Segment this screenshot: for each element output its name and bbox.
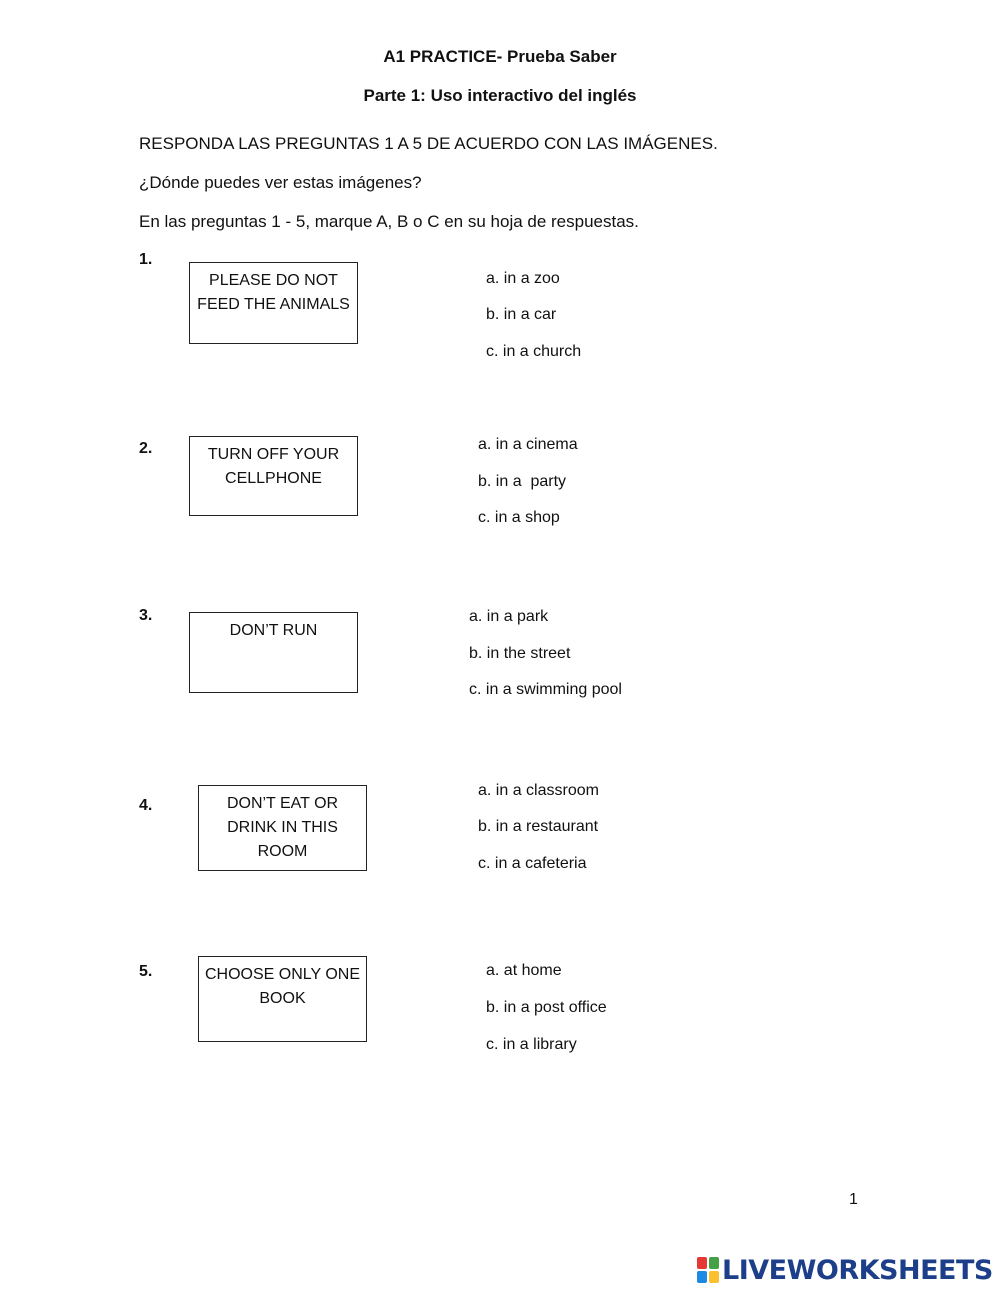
instruction-line: RESPONDA LAS PREGUNTAS 1 A 5 DE ACUERDO CON LAS IMÁGENES. <box>139 134 718 153</box>
sign-box <box>189 612 358 693</box>
sign-text-line: PLEASE DO NOT <box>209 272 338 289</box>
answer-option[interactable]: a. at home <box>486 962 562 979</box>
page-title: A1 PRACTICE- Prueba Saber <box>383 47 617 66</box>
page-number: 1 <box>849 1191 858 1208</box>
liveworksheets-logo-icon <box>697 1257 719 1283</box>
answer-option[interactable]: c. in a swimming pool <box>469 681 622 698</box>
sign-text-line: CELLPHONE <box>225 470 322 487</box>
answer-option[interactable]: a. in a classroom <box>478 782 599 799</box>
answer-option[interactable]: b. in a post office <box>486 999 607 1016</box>
question-number: 1. <box>139 251 153 268</box>
answer-option[interactable]: a. in a zoo <box>486 270 560 287</box>
sign-text-line: DON’T EAT OR <box>226 795 339 812</box>
sign-text-line: DON’T RUN <box>229 622 318 639</box>
answer-option[interactable]: b. in the street <box>469 645 571 662</box>
sign-text-line: DRINK IN THIS <box>227 819 338 836</box>
sign-box <box>198 785 367 871</box>
question-number: 4. <box>139 797 153 814</box>
answer-option[interactable]: b. in a restaurant <box>478 818 599 835</box>
answer-option[interactable]: c. in a library <box>486 1036 577 1053</box>
answer-option[interactable]: b. in a car <box>486 306 557 323</box>
logo-text: LIVEWORKSHEETS <box>722 1254 993 1286</box>
question-number: 3. <box>139 607 153 624</box>
answer-option[interactable]: c. in a cafeteria <box>478 855 587 872</box>
instruction-line: En las preguntas 1 - 5, marque A, B o C en su hoja de respuestas. <box>139 212 639 231</box>
answer-option[interactable]: a. in a cinema <box>478 436 578 453</box>
sign-text-line: ROOM <box>257 843 308 860</box>
sign-text-line: TURN OFF YOUR <box>207 446 340 463</box>
sign-text-line: FEED THE ANIMALS <box>197 296 350 313</box>
question-number: 5. <box>139 963 153 980</box>
sign-text-line: BOOK <box>259 990 306 1007</box>
section-title: Parte 1: Uso interactivo del inglés <box>363 86 637 105</box>
sign-box <box>189 262 358 344</box>
liveworksheets-logo <box>697 1253 993 1287</box>
answer-option[interactable]: c. in a shop <box>478 509 560 526</box>
answer-option[interactable]: a. in a park <box>469 608 549 625</box>
question-number: 2. <box>139 440 153 457</box>
sign-box <box>198 956 367 1042</box>
answer-option[interactable]: b. in a party <box>478 473 567 490</box>
instruction-line: ¿Dónde puedes ver estas imágenes? <box>139 173 422 192</box>
answer-option[interactable]: c. in a church <box>486 343 582 360</box>
sign-box <box>189 436 358 516</box>
sign-text-line: CHOOSE ONLY ONE <box>205 966 360 983</box>
